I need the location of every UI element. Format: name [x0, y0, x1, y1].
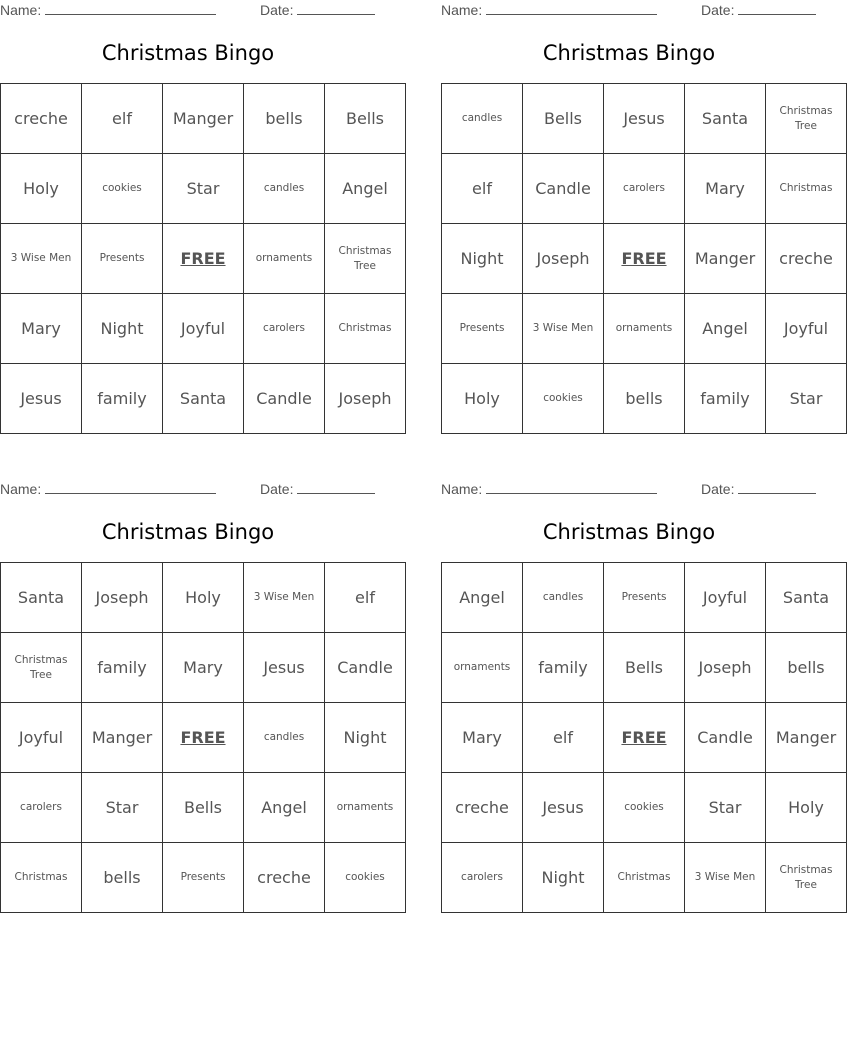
bingo-cell: Manger — [685, 224, 766, 294]
grid-row — [442, 294, 847, 364]
bingo-cell: Christmas Tree — [766, 843, 847, 913]
bingo-cell: Joyful — [1, 703, 82, 773]
grid-row — [442, 224, 847, 294]
bingo-cell: elf — [523, 703, 604, 773]
bingo-cell: Bells — [523, 84, 604, 154]
bingo-cell: Holy — [442, 364, 523, 434]
bingo-cell: 3 Wise Men — [244, 563, 325, 633]
grid-row — [1, 703, 406, 773]
bingo-cell: bells — [82, 843, 163, 913]
bingo-cell: Santa — [1, 563, 82, 633]
grid-row — [442, 84, 847, 154]
bingo-cell: Mary — [163, 633, 244, 703]
bingo-cell: Santa — [163, 364, 244, 434]
bingo-cell: 3 Wise Men — [1, 224, 82, 294]
bingo-cell: Joseph — [685, 633, 766, 703]
date-line — [260, 2, 375, 18]
name-label: Name: — [441, 2, 483, 18]
bingo-cell: Candle — [685, 703, 766, 773]
grid-row — [1, 84, 406, 154]
bingo-cell: Christmas Tree — [766, 84, 847, 154]
bingo-cell: 3 Wise Men — [523, 294, 604, 364]
name-label: Name: — [0, 2, 42, 18]
bingo-cell: Santa — [766, 563, 847, 633]
card-title: Christmas Bingo — [101, 41, 275, 65]
bingo-cell: Night — [325, 703, 406, 773]
bingo-grid — [441, 83, 847, 434]
bingo-cell: Christmas Tree — [1, 633, 82, 703]
bingo-cell: cookies — [82, 154, 163, 224]
bingo-cell: family — [82, 364, 163, 434]
date-blank — [738, 481, 816, 494]
bingo-cell: candles — [523, 563, 604, 633]
bingo-cell: Star — [685, 773, 766, 843]
name-line — [441, 481, 657, 497]
bingo-cell: elf — [82, 84, 163, 154]
grid-row — [1, 773, 406, 843]
bingo-cell: Jesus — [604, 84, 685, 154]
grid-row — [1, 224, 406, 294]
grid-row — [442, 773, 847, 843]
bingo-cell: Holy — [1, 154, 82, 224]
bingo-cell: ornaments — [442, 633, 523, 703]
bingo-cell: Presents — [82, 224, 163, 294]
bingo-cell: Candle — [244, 364, 325, 434]
name-blank — [486, 481, 657, 494]
bingo-cell: Bells — [163, 773, 244, 843]
bingo-cell: candles — [244, 154, 325, 224]
bingo-cell: Joyful — [685, 563, 766, 633]
grid-row — [1, 364, 406, 434]
bingo-cell: Bells — [604, 633, 685, 703]
grid-row — [442, 364, 847, 434]
bingo-cell: carolers — [604, 154, 685, 224]
bingo-cell: creche — [442, 773, 523, 843]
bingo-cell: Night — [523, 843, 604, 913]
grid-row — [1, 563, 406, 633]
date-blank — [297, 2, 375, 15]
bingo-cell: Presents — [163, 843, 244, 913]
bingo-card-3 — [0, 479, 394, 919]
bingo-cell: ornaments — [325, 773, 406, 843]
date-blank — [297, 481, 375, 494]
grid-row — [1, 294, 406, 364]
bingo-cell: Presents — [604, 563, 685, 633]
grid-row — [442, 843, 847, 913]
bingo-cell: Star — [766, 364, 847, 434]
bingo-cell: Joseph — [82, 563, 163, 633]
bingo-card-1 — [0, 0, 392, 440]
bingo-cell: Angel — [442, 563, 523, 633]
bingo-cell: Presents — [442, 294, 523, 364]
free-space-cell: FREE — [604, 224, 685, 294]
bingo-cell: creche — [1, 84, 82, 154]
bingo-cell: Manger — [766, 703, 847, 773]
bingo-cell: Mary — [1, 294, 82, 364]
bingo-grid — [441, 562, 847, 913]
bingo-cell: ornaments — [604, 294, 685, 364]
grid-row — [442, 563, 847, 633]
grid-row — [1, 154, 406, 224]
bingo-cell: Holy — [163, 563, 244, 633]
card-header — [441, 2, 817, 20]
bingo-cell: Christmas — [1, 843, 82, 913]
bingo-cell: Star — [82, 773, 163, 843]
bingo-cell: family — [523, 633, 604, 703]
bingo-cell: Joyful — [163, 294, 244, 364]
bingo-cell: Jesus — [244, 633, 325, 703]
bingo-cell: bells — [604, 364, 685, 434]
card-header — [0, 2, 376, 20]
bingo-cell: Candle — [523, 154, 604, 224]
date-label: Date: — [260, 481, 294, 497]
free-space-cell: FREE — [163, 224, 244, 294]
bingo-cell: creche — [766, 224, 847, 294]
card-header — [441, 481, 817, 499]
grid-row — [1, 633, 406, 703]
bingo-cell: Jesus — [523, 773, 604, 843]
bingo-cell: candles — [244, 703, 325, 773]
date-label: Date: — [701, 481, 735, 497]
name-label: Name: — [441, 481, 483, 497]
bingo-grid — [0, 562, 406, 913]
bingo-cell: Mary — [685, 154, 766, 224]
bingo-cell: Joseph — [523, 224, 604, 294]
bingo-cell: cookies — [325, 843, 406, 913]
name-label: Name: — [0, 481, 42, 497]
grid-row — [442, 154, 847, 224]
bingo-cell: Christmas — [604, 843, 685, 913]
date-line — [701, 2, 816, 18]
bingo-cell: bells — [766, 633, 847, 703]
name-line — [0, 2, 216, 18]
bingo-cell: family — [685, 364, 766, 434]
bingo-cell: Christmas Tree — [325, 224, 406, 294]
grid-row — [442, 703, 847, 773]
bingo-cell: Angel — [325, 154, 406, 224]
bingo-cell: Mary — [442, 703, 523, 773]
name-blank — [45, 481, 216, 494]
bingo-cell: Joseph — [325, 364, 406, 434]
free-space-cell: FREE — [604, 703, 685, 773]
name-line — [0, 481, 216, 497]
bingo-cell: Santa — [685, 84, 766, 154]
bingo-cell: Christmas — [325, 294, 406, 364]
bingo-grid — [0, 83, 406, 434]
bingo-cell: Night — [82, 294, 163, 364]
bingo-cell: carolers — [244, 294, 325, 364]
bingo-cell: candles — [442, 84, 523, 154]
bingo-cell: ornaments — [244, 224, 325, 294]
name-blank — [45, 2, 216, 15]
card-title: Christmas Bingo — [101, 520, 275, 544]
grid-row — [1, 843, 406, 913]
bingo-cell: 3 Wise Men — [685, 843, 766, 913]
bingo-cell: Bells — [325, 84, 406, 154]
bingo-cell: Night — [442, 224, 523, 294]
bingo-cell: creche — [244, 843, 325, 913]
bingo-cell: bells — [244, 84, 325, 154]
date-blank — [738, 2, 816, 15]
date-label: Date: — [260, 2, 294, 18]
bingo-cell: Jesus — [1, 364, 82, 434]
date-line — [701, 481, 816, 497]
card-title: Christmas Bingo — [542, 41, 716, 65]
bingo-cell: Manger — [163, 84, 244, 154]
grid-row — [442, 633, 847, 703]
bingo-cell: Christmas — [766, 154, 847, 224]
bingo-cell: Joyful — [766, 294, 847, 364]
bingo-cell: carolers — [442, 843, 523, 913]
date-label: Date: — [701, 2, 735, 18]
bingo-cell: elf — [325, 563, 406, 633]
bingo-cell: Manger — [82, 703, 163, 773]
bingo-cell: Holy — [766, 773, 847, 843]
bingo-cell: carolers — [1, 773, 82, 843]
bingo-card-4 — [441, 479, 837, 919]
bingo-cell: Candle — [325, 633, 406, 703]
bingo-card-2 — [441, 0, 833, 440]
date-line — [260, 481, 375, 497]
bingo-cell: Angel — [685, 294, 766, 364]
bingo-cell: family — [82, 633, 163, 703]
bingo-cell: cookies — [604, 773, 685, 843]
bingo-cell: Angel — [244, 773, 325, 843]
name-line — [441, 2, 657, 18]
bingo-cell: elf — [442, 154, 523, 224]
free-space-cell: FREE — [163, 703, 244, 773]
name-blank — [486, 2, 657, 15]
card-header — [0, 481, 376, 499]
bingo-cell: Star — [163, 154, 244, 224]
bingo-cell: cookies — [523, 364, 604, 434]
card-title: Christmas Bingo — [542, 520, 716, 544]
